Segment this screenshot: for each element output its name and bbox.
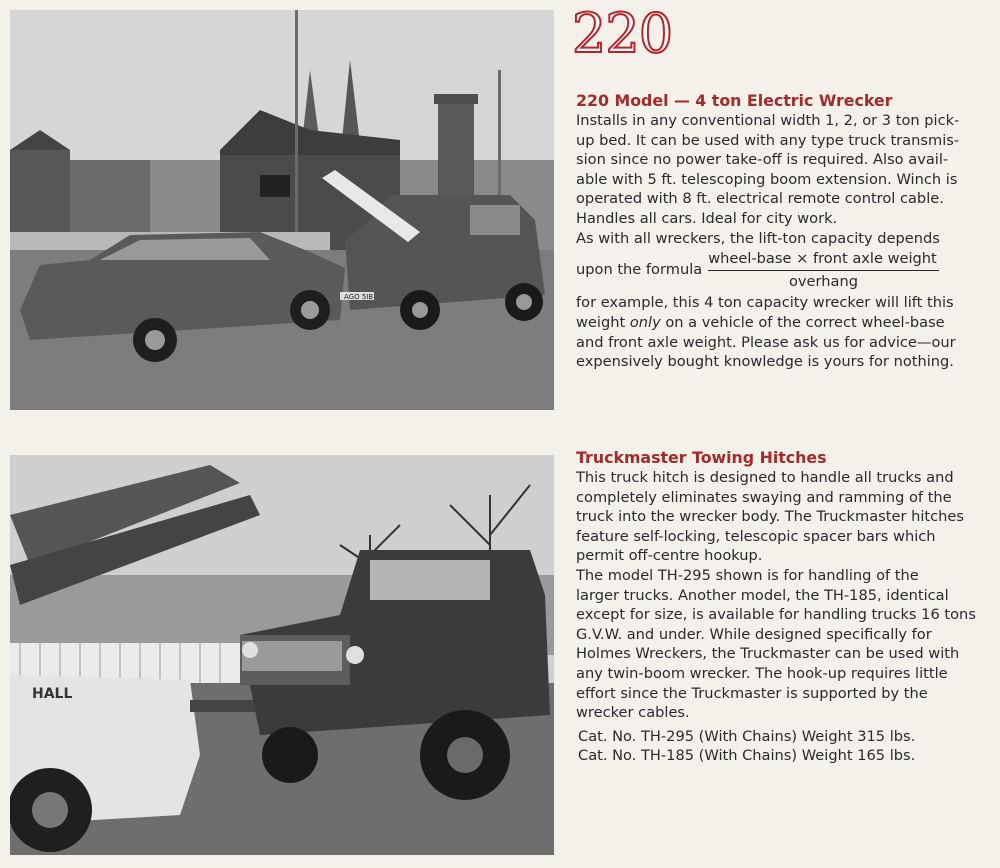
body-line: effort since the Truckmaster is supported by the	[576, 684, 928, 702]
section-220-model	[576, 91, 990, 372]
catalog-item: Cat. No. TH-295 (With Chains) Weight 315 lbs.	[578, 727, 916, 745]
text-fragment: weight	[576, 313, 630, 331]
section-title: Truckmaster Towing Hitches	[576, 448, 827, 467]
body-line: truck into the wrecker body. The Truckmaster hitches	[576, 508, 964, 526]
body-line: The model TH-295 shown is for handling of the	[576, 566, 919, 584]
body-line: except for size, is available for handling trucks 16 tons	[576, 606, 976, 624]
model-number-heading: 220	[572, 2, 673, 65]
body-line: permit off-centre hookup.	[576, 547, 763, 565]
body-line: any twin-boom wrecker. The hook-up requires little	[576, 664, 948, 682]
body-line: feature self-locking, telescopic spacer bars which	[576, 527, 936, 545]
body-line: This truck hitch is designed to handle all trucks and	[576, 469, 954, 486]
wrecker-body-lettering: HALL	[32, 686, 73, 702]
body-line: sion since no power take-off is required. Also avail-	[576, 151, 949, 169]
body-line: and front axle weight. Please ask us for advice—our	[576, 333, 956, 351]
body-line: Installs in any conventional width 1, 2, or 3 ton pick-	[576, 112, 960, 129]
formula-numerator: wheel-base × front axle weight	[708, 249, 939, 271]
body-line: completely eliminates swaying and ramming of the	[576, 488, 952, 506]
body-line: larger trucks. Another model, the TH-185, identical	[576, 586, 949, 604]
formula-intro: upon the formula	[576, 261, 703, 279]
section-title: 220 Model — 4 ton Electric Wrecker	[576, 91, 893, 110]
catalog-item: Cat. No. TH-185 (With Chains) Weight 165 lbs.	[578, 747, 916, 765]
truckmaster-hitch-photo	[10, 455, 554, 855]
section-truckmaster	[576, 448, 990, 766]
body-line: operated with 8 ft. electrical remote control cable.	[576, 190, 944, 208]
emphasis-only: only	[629, 313, 661, 331]
body-line: Handles all cars. Ideal for city work.	[576, 209, 838, 227]
van-plate: AGO 5IB	[344, 293, 374, 301]
capacity-formula	[576, 249, 990, 291]
body-line	[576, 313, 990, 333]
body-line: As with all wreckers, the lift-ton capacity depends	[576, 229, 940, 247]
text-fragment: on a vehicle of the correct wheel-base	[660, 313, 945, 331]
body-line: G.V.W. and under. While designed specifically for	[576, 625, 932, 643]
body-line: Holmes Wreckers, the Truckmaster can be used with	[576, 645, 960, 663]
formula-fraction	[708, 249, 939, 291]
formula-denominator: overhang	[788, 272, 858, 290]
body-line: wrecker cables.	[576, 704, 690, 722]
body-line: expensively bought knowledge is yours for nothing.	[576, 353, 954, 371]
catalog-list	[576, 727, 990, 766]
body-line: up bed. It can be used with any type truck transmis-	[576, 131, 960, 149]
wrecker-car-photo	[10, 10, 554, 410]
body-line: for example, this 4 ton capacity wrecker will lift this	[576, 294, 954, 312]
body-line: able with 5 ft. telescoping boom extension. Winch is	[576, 170, 958, 188]
